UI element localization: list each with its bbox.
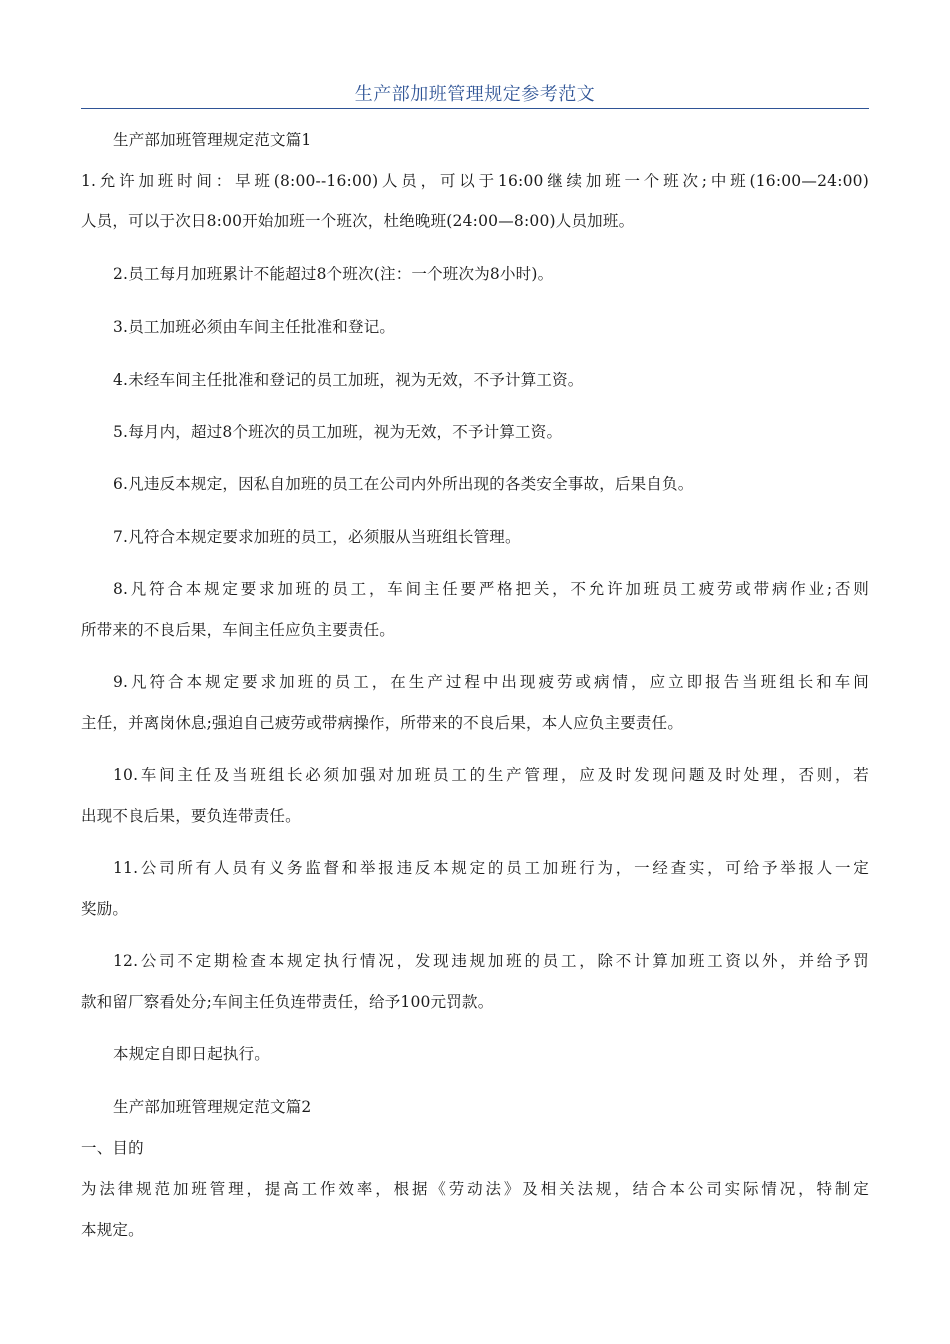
paragraph-line: 款和留厂察看处分;车间主任负连带责任，给予100元罚款。 [81, 993, 494, 1011]
header-title: 生产部加班管理规定参考范文 [354, 84, 596, 105]
subsection-heading: 一、目的 [81, 1139, 144, 1157]
paragraph-line: 5.每月内，超过8个班次的员工加班，视为无效，不予计算工资。 [113, 423, 563, 441]
paragraph-line: 4.未经车间主任批准和登记的员工加班，视为无效，不予计算工资。 [113, 371, 584, 389]
paragraph-line: 11.公司所有人员有义务监督和举报违反本规定的员工加班行为，一经查实，可给予举报人一定 [113, 859, 869, 877]
paragraph-line: 为法律规范加班管理，提高工作效率，根据《劳动法》及相关法规，结合本公司实际情况，特制定 [81, 1180, 869, 1198]
paragraph-line: 6.凡违反本规定，因私自加班的员工在公司内外所出现的各类安全事故，后果自负。 [113, 475, 694, 493]
paragraph-line: 出现不良后果，要负连带责任。 [81, 807, 301, 825]
paragraph-line: 10.车间主任及当班组长必须加强对加班员工的生产管理，应及时发现问题及时处理，否则，若 [113, 766, 869, 784]
paragraph-line: 3.员工加班必须由车间主任批准和登记。 [113, 318, 396, 336]
paragraph-line: 7.凡符合本规定要求加班的员工，必须服从当班组长管理。 [113, 528, 521, 546]
paragraph-line: 主任，并离岗休息;强迫自己疲劳或带病操作，所带来的不良后果，本人应负主要责任。 [81, 714, 684, 732]
paragraph-line: 奖励。 [81, 900, 129, 918]
paragraph-line: 8.凡符合本规定要求加班的员工，车间主任要严格把关，不允许加班员工疲劳或带病作业;否则 [113, 580, 869, 598]
paragraph-line: 人员，可以于次日8:00开始加班一个班次，杜绝晚班(24:00—8:00)人员加班。 [81, 212, 635, 230]
section-heading: 生产部加班管理规定范文篇1 [113, 131, 312, 149]
paragraph-line: 本规定自即日起执行。 [113, 1045, 271, 1063]
paragraph-line: 1.允许加班时间：早班(8:00--16:00)人员，可以于16:00继续加班一个班次;中班(16:00—24:00) [81, 172, 869, 190]
paragraph-line: 本规定。 [81, 1221, 144, 1239]
paragraph-line: 所带来的不良后果，车间主任应负主要责任。 [81, 621, 396, 639]
section-heading: 生产部加班管理规定范文篇2 [113, 1098, 312, 1116]
header-divider [81, 108, 869, 109]
paragraph-line: 9.凡符合本规定要求加班的员工，在生产过程中出现疲劳或病情，应立即报告当班组长和车间 [113, 673, 869, 691]
paragraph-line: 2.员工每月加班累计不能超过8个班次(注：一个班次为8小时)。 [113, 265, 554, 283]
paragraph-line: 12.公司不定期检查本规定执行情况，发现违规加班的员工，除不计算加班工资以外，并给予罚 [113, 952, 869, 970]
